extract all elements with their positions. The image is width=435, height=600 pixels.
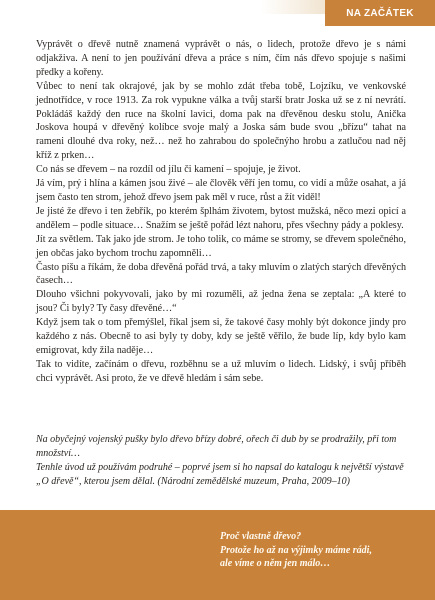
quote-box	[0, 510, 435, 600]
section-tab	[325, 0, 435, 26]
article-body	[36, 38, 406, 386]
section-label: NA ZAČÁTEK	[346, 7, 414, 19]
article-paragraph: Jít za světlem. Tak jako jde strom. Je toho tolik, co máme se stromy, se dřevem společného, jen občas jako bychom trochu zapomněli…	[36, 233, 406, 259]
article-paragraph: Často píšu a říkám, že doba dřevěná pořád trvá, a taky mluvím o zlatých starých dřevěných časech…	[36, 261, 406, 287]
quote-text	[220, 530, 420, 571]
article-paragraph: Tak to vidíte, začínám o dřevu, rozběhnu se a už mluvím o lidech. Lidský, i svůj příběh chci vyprávět. Asi proto, že ve dřevě hledám i sám sebe.	[36, 358, 406, 384]
quote-line: Proč vlastně dřevo?	[220, 531, 302, 542]
article-paragraph: Dlouho všichni pokyvovali, jako by mi rozuměli, až jedna žena se zeptala: „A které to jsou? Či byly? Ty časy dřevěné…“	[36, 289, 406, 315]
article-paragraph: Je jisté že dřevo i ten žebřík, po kterém šplhám životem, bytost mužská, něco mezi opicí a andělem – podle situace… Snažím se ještě pořád lézt nahoru, přes všechny pády a poklesy.	[36, 205, 406, 231]
article-paragraph: Vyprávět o dřevě nutně znamená vyprávět o nás, o lidech, protože dřevo je s námi odjakživa. A není to jen používání dřeva a práce s ním, čím nás dřevo spojuje s našimi předky a kořeny.	[36, 39, 406, 78]
article-paragraph: Když jsem tak o tom přemýšlel, říkal jsem si, že takové časy mohly být dokonce jindy pro každého z nás. Obecně to asi byly ty doby, kdy se ještě věřilo, že bude líp, kdy bylo kam emigrovat, kdy žila naděje…	[36, 317, 406, 356]
article-paragraph: Já vím, prý i hlína a kámen jsou živé – ale člověk věří jen tomu, co vidí a může osahat, a já jsem často ten strom, jehož dřevo jsem pak měl v ruce, růst a žít viděl!	[36, 178, 406, 203]
quote-line: Protože ho až na výjimky máme rádi,	[220, 544, 372, 556]
note-paragraph: Na obyčejný vojenský pušky bylo dřevo břízy dobré, ořech či dub by se prodražily, při tom množství…	[36, 434, 397, 459]
italic-notes	[36, 433, 406, 489]
quote-line: ale víme o něm jen málo…	[220, 558, 331, 569]
article-paragraph: Vůbec to není tak okrajové, jak by se mohlo zdát třeba tobě, Lojzíku, ve venkovské jednotřídce, v roce 1913. Za rok vypukne válka a tvůj starší bratr Joska už se z ní nevrátí. Pokládáš každý den ruce na školní lavici, doma pak na dřevěnou desku stolu, Anička Joskova houpá v dřevěný kolíbce svoje malý a Joska sám bude svou „břízu“ tahat na rameni dlouhé dva roky, než… než ho zahrabou do společnýho hrobu a zatlučou nad něj kříž z prken…	[36, 80, 406, 162]
note-paragraph: Tenhle úvod už používám podruhé – poprvé jsem si ho napsal do katalogu k největší výstavě „O dřevě“, kterou jsem dělal. (Národní zemědělské muzeum, Praha, 2009–10)	[36, 461, 404, 487]
article-paragraph: Co nás se dřevem – na rozdíl od jílu či kamení – spojuje, je život.	[36, 164, 301, 176]
